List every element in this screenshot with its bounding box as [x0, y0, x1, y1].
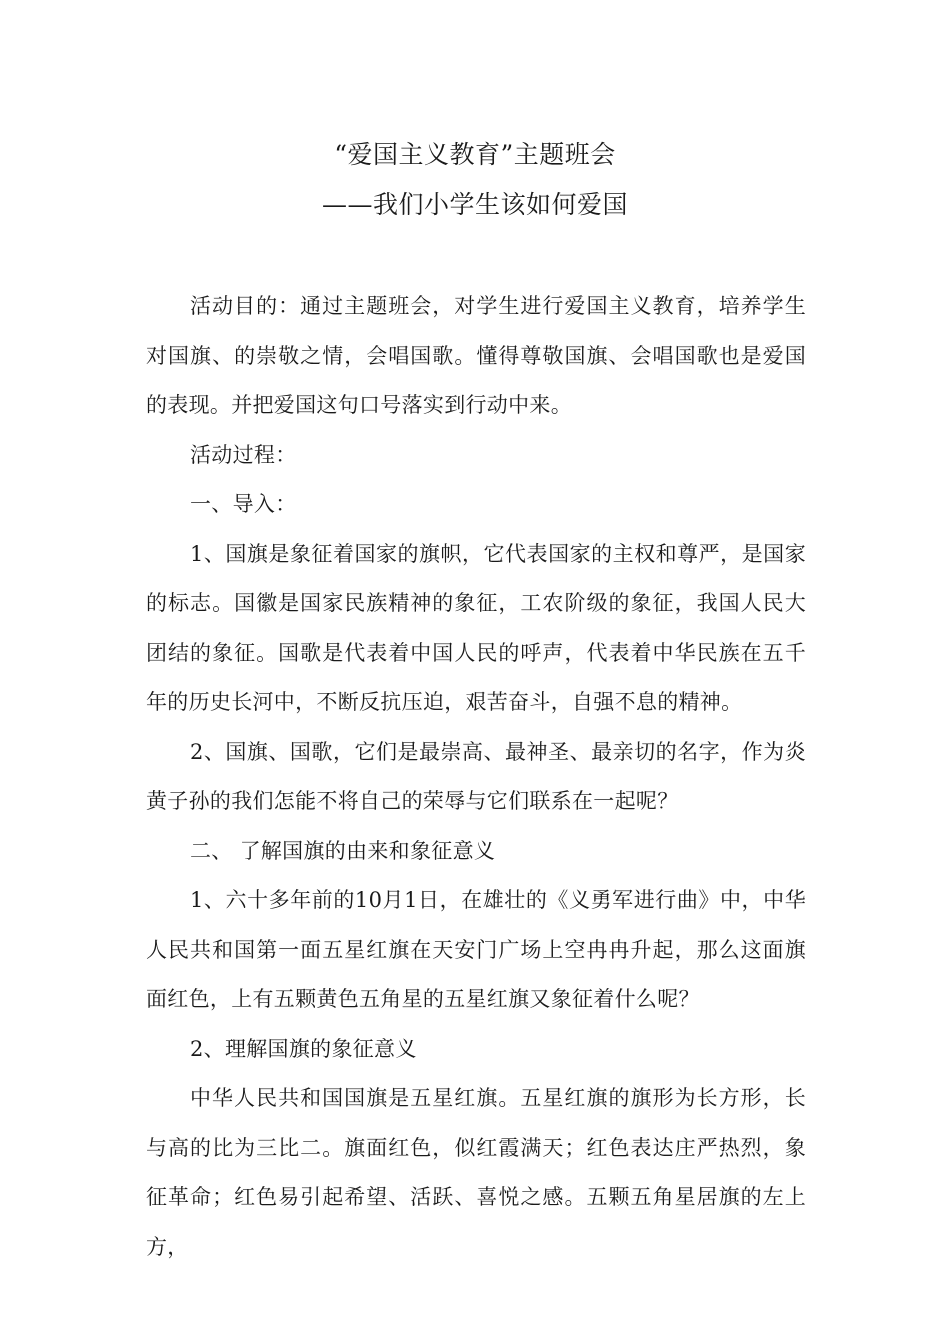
- section-heading-flag-origin: 二、 了解国旗的由来和象征意义: [190, 838, 496, 863]
- paragraph-purpose: 活动目的：通过主题班会，对学生进行爱国主义教育，培养学生对国旗、的崇敬之情，会唱国歌。懂得尊敬国旗、会唱国歌也是爱国的表现。并把爱国这句口号落实到行动中来。: [146, 294, 806, 417]
- paragraph-flag-meaning-heading: 2、理解国旗的象征意义: [190, 1036, 417, 1061]
- section-heading-intro: 一、导入：: [190, 492, 297, 516]
- title-block: [0, 130, 950, 230]
- document-body: [146, 282, 806, 1272]
- paragraph-process-heading: 活动过程：: [190, 442, 297, 467]
- paragraph-flag-meaning: 中华人民共和国国旗是五星红旗。五星红旗的旗形为长方形，长与高的比为三比二。旗面红色，似红霞满天；红色表达庄严热烈，象征革命；红色易引起希望、活跃、喜悦之感。五颗五角星居旗的左上方，: [146, 1086, 806, 1259]
- document-subtitle: ——我们小学生该如何爱国: [321, 190, 628, 219]
- paragraph-flag-origin-1: 1、六十多年前的10月1日，在雄壮的《义勇军进行曲》中，中华人民共和国第一面五星红旗在天安门广场上空冉冉升起，那么这面旗面红色，上有五颗黄色五角星的五星红旗又象征着什么呢？: [146, 888, 806, 1011]
- paragraph-intro-1: 1、国旗是象征着国家的旗帜，它代表国家的主权和尊严，是国家的标志。国徽是国家民族精神的象征，工农阶级的象征，我国人民大团结的象征。国歌是代表着中国人民的呼声，代表着中华民族在五千年的历史长河中，不断反抗压迫，艰苦奋斗，自强不息的精神。: [146, 541, 806, 714]
- paragraph-intro-2: 2、国旗、国歌，它们是最崇高、最神圣、最亲切的名字，作为炎黄子孙的我们怎能不将自己的荣辱与它们联系在一起呢？: [146, 739, 806, 813]
- document-title: “爱国主义教育”主题班会: [334, 140, 616, 169]
